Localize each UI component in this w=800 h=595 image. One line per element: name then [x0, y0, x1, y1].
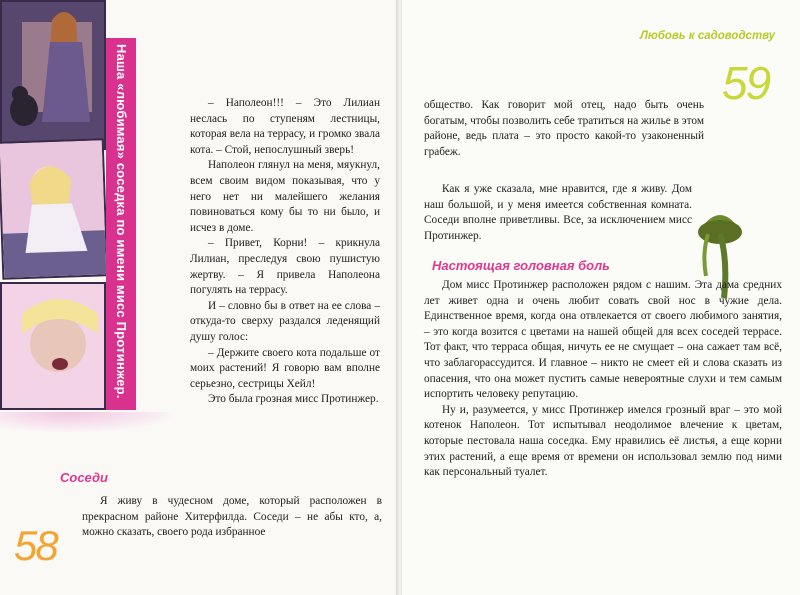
decorative-pink-splash — [0, 412, 175, 432]
left-page — [0, 0, 398, 595]
paragraph: Как я уже сказала, мне нравится, где я живу. Дом наш большой, и у меня имеется собственная комната. Соседи вполне приветливы. Все, за исключением мисс Протинжер. — [424, 183, 692, 242]
paragraph: – Наполеон!!! – Это Лилиан неслась по ступеням лестницы, которая вела на террасу, и громко звала кота. – Стой, непослушный зверь! — [190, 97, 380, 156]
right-second-text — [424, 182, 692, 244]
paragraph: – Привет, Корни! – крикнула Лилиан, преследуя свою пушистую жертву. – Я привела Наполеона погулять на террасу. — [190, 237, 380, 297]
page-number-right: 59 — [722, 57, 770, 109]
illustration-panel-blonde-girl — [0, 138, 106, 280]
comic-illustration — [0, 0, 106, 412]
paragraph: И – словно бы в ответ на ее слова – откуда-то сверху раздался леденящий душу голос: — [190, 299, 380, 343]
paragraph: Ну и, разумеется, у мисс Протинжер имелся грозный враг – это мой котенок Наполеон. Тот испытывал неодолимое влечение к цветам, которые пестовала наша соседка. Ему нравились её листья, а еще корни этих растений, а еще время от времени он использовал землю под ними как персональный туалет. — [424, 403, 782, 479]
section-title-neighbors: Соседи — [60, 470, 108, 485]
paragraph: Наполеон глянул на меня, мяукнул, всем своим видом показывая, что у него нет ни малейшего желания повиноваться кому бы то ни было, и исчез в доме. — [190, 159, 380, 234]
illustration-panel-miss-protinger — [0, 282, 106, 410]
right-main-text — [424, 278, 782, 481]
page-number-left: 58 — [14, 522, 57, 569]
paragraph: общество. Как говорит мой отец, надо быть очень богатым, чтобы позволить себе тратиться на жилье в этом районе, ведь плата – это просто какой-то узаконенный грабеж. — [424, 99, 704, 158]
paragraph: Я живу в чудесном доме, который расположен в прекрасном районе Хитерфилда. Соседи – не абы кто, а, можно сказать, своего рода избранное — [82, 495, 382, 539]
left-column-text — [190, 96, 380, 408]
paragraph: – Держите своего кота подальше от моих растений! Я говорю вам вполне серьезно, сестрицы Хейл! — [190, 346, 380, 390]
vertical-caption: Наша «любимая» соседка по имени мисс Протинжер. — [114, 44, 129, 399]
right-top-text — [424, 98, 704, 160]
left-bottom-text — [82, 494, 382, 541]
running-head: Любовь к садоводству — [640, 30, 776, 42]
paragraph: Это была грозная мисс Протинжер. — [208, 393, 379, 406]
paragraph: Дом мисс Протинжер расположен рядом с нашим. Эта дама средних лет живет одна и очень любит совать свой нос в чужие дела. Единственное время, когда она отвлекается от своего любимого занятия, – это когда возится с цветами на нашей общей для всех соседей террасе. Тот факт, что терраса общая, ничуть ее не смущает – она сажает там всё, что заблагорассудится. И главное – никто не смеет ей и слова сказать из опасения, что она может пустить самые невероятные слухи и тем самым испортить человеку репутацию. — [424, 279, 782, 401]
illustration-panel-girl-with-cat — [0, 0, 106, 150]
section-title-headache: Настоящая головная боль — [432, 258, 610, 273]
